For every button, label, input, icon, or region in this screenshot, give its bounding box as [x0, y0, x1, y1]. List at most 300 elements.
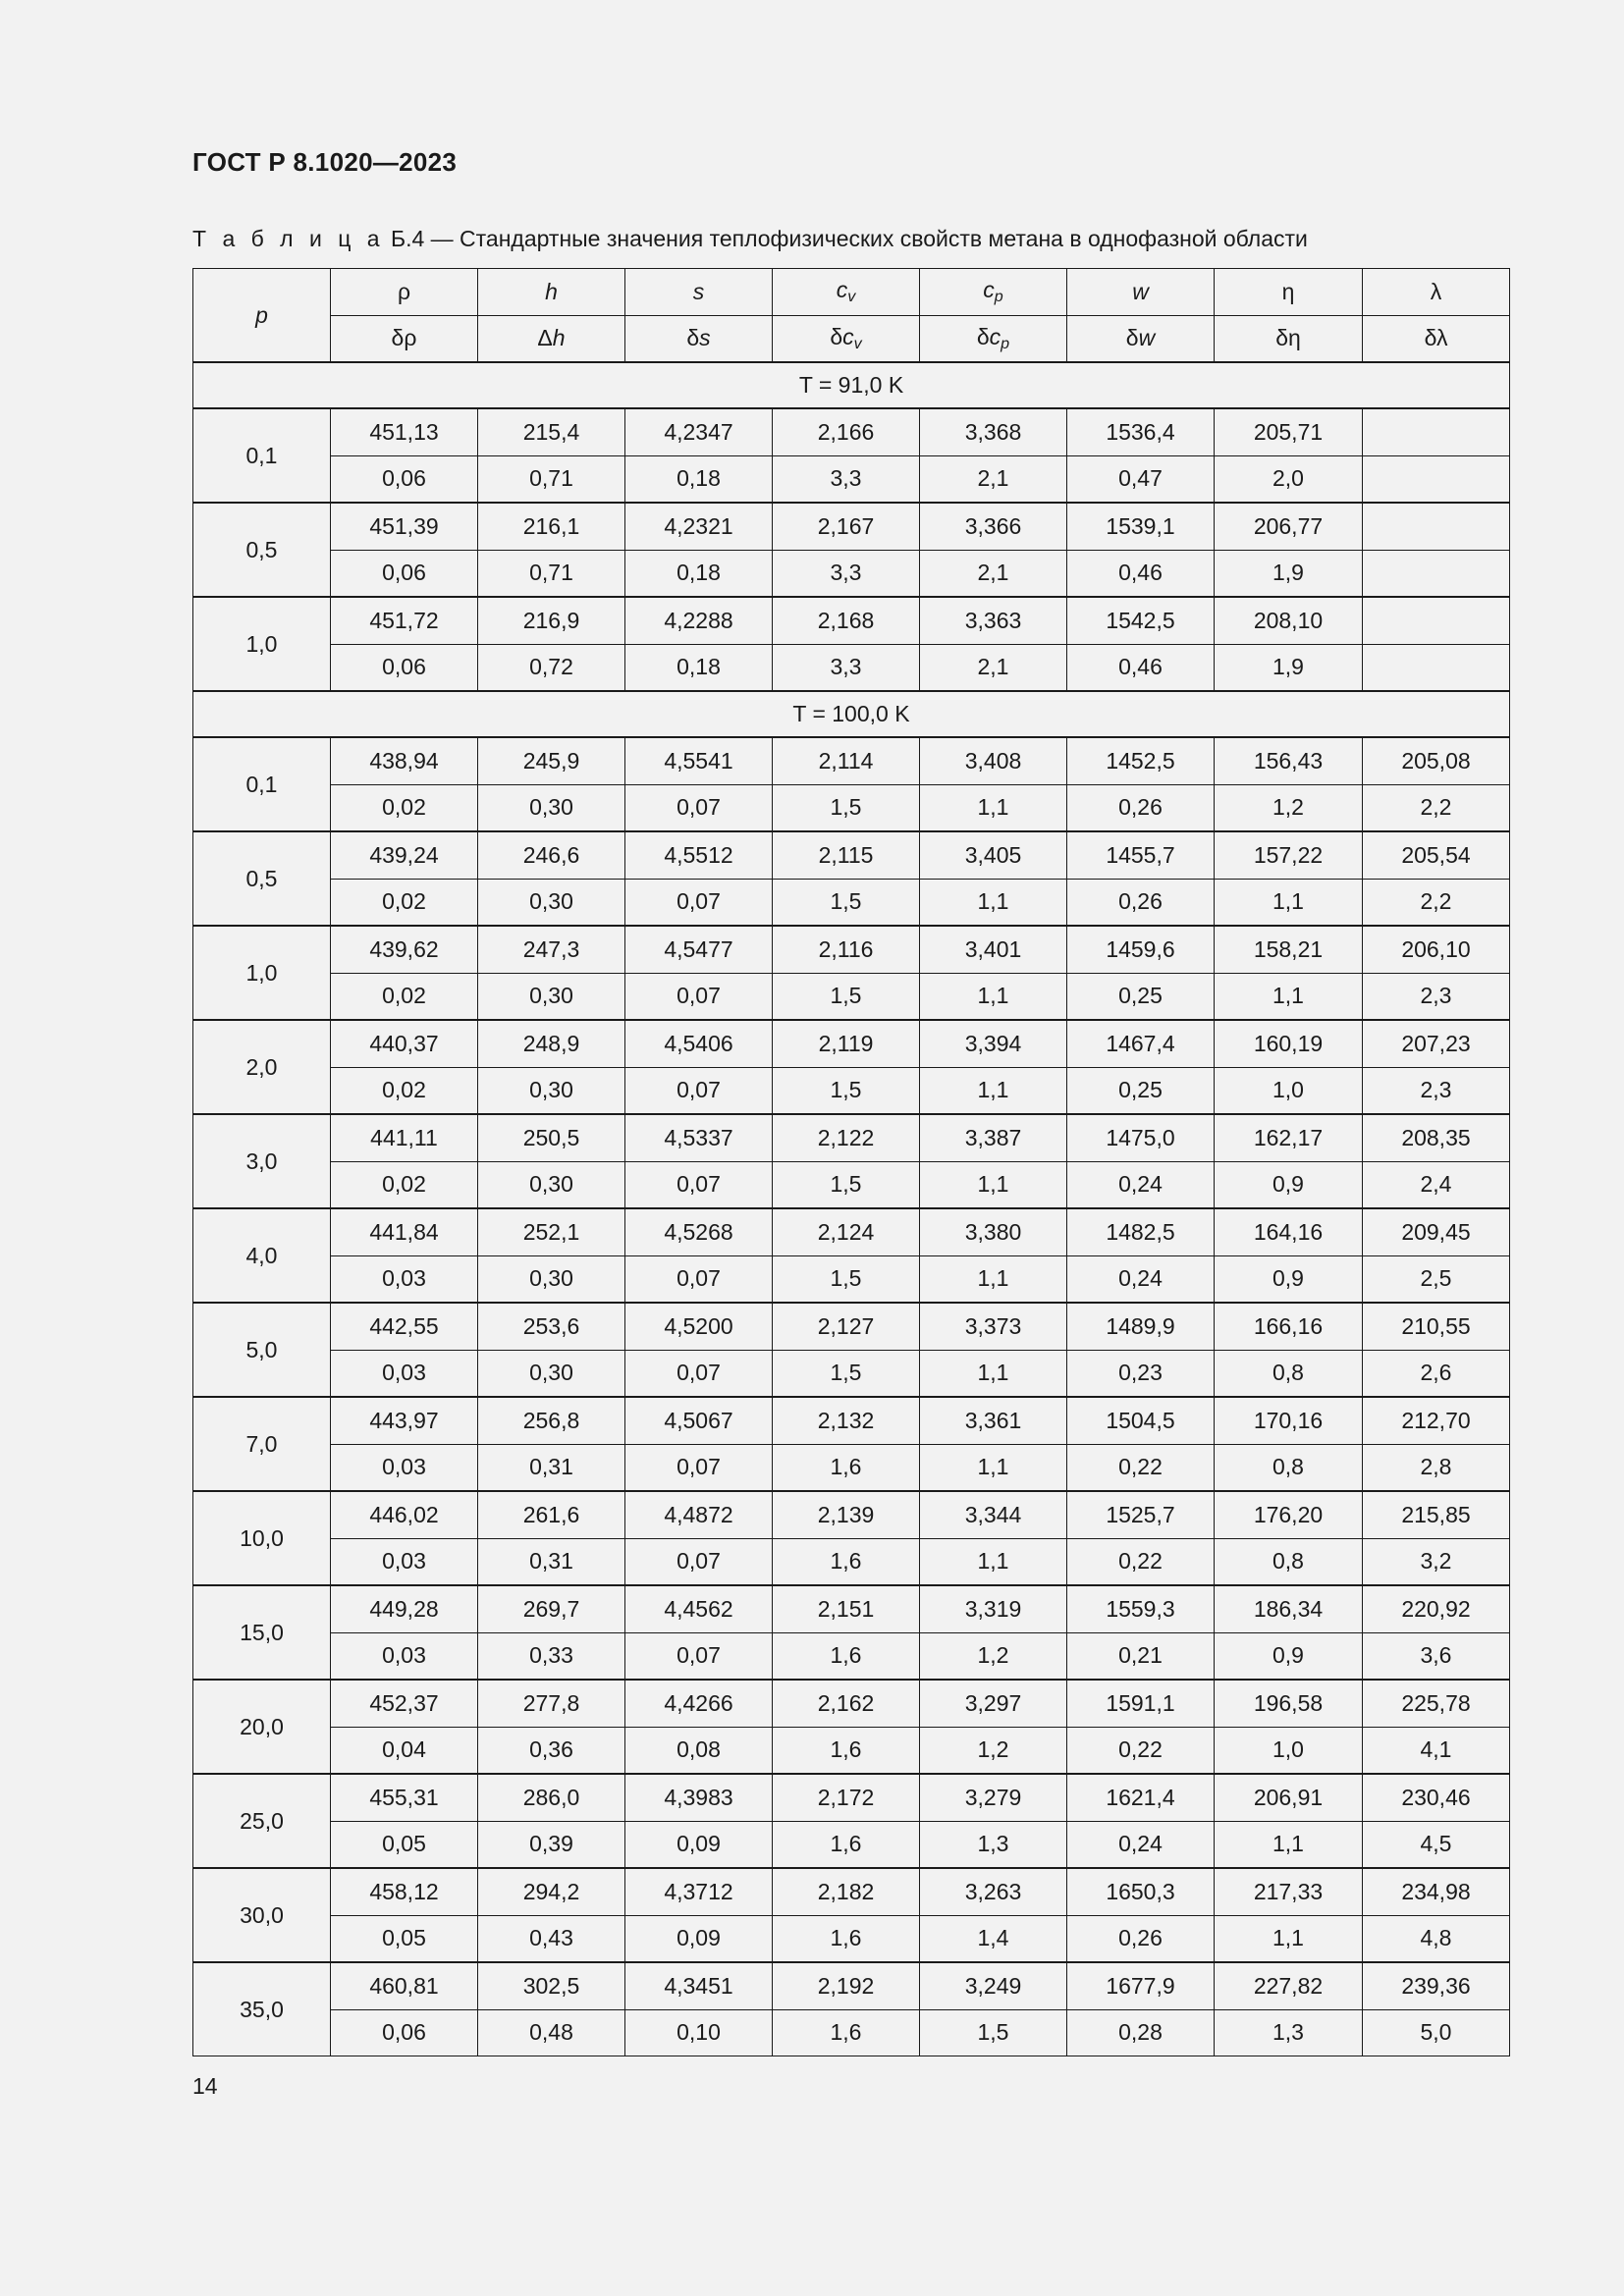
header-uncertainty-prefix: δ — [686, 325, 700, 351]
value-cell: 4,3712 — [625, 1868, 773, 1915]
value-cell: 1591,1 — [1067, 1680, 1215, 1727]
uncertainty-cell: 0,48 — [478, 2009, 625, 2056]
uncertainty-cell: 1,3 — [1215, 2009, 1363, 2056]
table-row-values — [193, 1114, 1510, 1161]
value-cell: 442,55 — [331, 1303, 478, 1350]
value-cell: 1525,7 — [1067, 1491, 1215, 1538]
value-cell: 2,167 — [773, 503, 920, 550]
uncertainty-cell: 0,06 — [331, 550, 478, 597]
uncertainty-cell: 0,36 — [478, 1727, 625, 1774]
uncertainty-cell: 1,3 — [920, 1821, 1067, 1868]
header-quantity — [920, 269, 1067, 316]
value-cell: 2,162 — [773, 1680, 920, 1727]
header-row-quantities — [193, 269, 1510, 316]
uncertainty-cell: 0,22 — [1067, 1727, 1215, 1774]
value-cell: 2,172 — [773, 1774, 920, 1821]
value-cell: 441,84 — [331, 1208, 478, 1255]
table-row-uncertainties — [193, 1161, 1510, 1208]
header-uncertainty-prefix: δ — [1424, 325, 1436, 351]
value-cell: 160,19 — [1215, 1020, 1363, 1067]
section-label: T = 91,0 K — [193, 362, 1510, 408]
header-quantity — [1215, 269, 1363, 316]
uncertainty-cell: 0,30 — [478, 1255, 625, 1303]
value-cell: 3,344 — [920, 1491, 1067, 1538]
uncertainty-cell: 0,03 — [331, 1444, 478, 1491]
header-uncertainty — [1067, 315, 1215, 362]
value-cell: 158,21 — [1215, 926, 1363, 973]
value-cell: 207,23 — [1363, 1020, 1510, 1067]
value-cell: 286,0 — [478, 1774, 625, 1821]
uncertainty-cell: 0,9 — [1215, 1161, 1363, 1208]
header-quantity-symbol: λ — [1430, 278, 1442, 304]
uncertainty-cell: 0,30 — [478, 973, 625, 1020]
uncertainty-cell: 0,30 — [478, 1067, 625, 1114]
value-cell: 449,28 — [331, 1585, 478, 1632]
value-cell: 4,5541 — [625, 737, 773, 784]
uncertainty-cell: 1,1 — [920, 1255, 1067, 1303]
uncertainty-cell: 1,1 — [1215, 1915, 1363, 1962]
value-cell: 3,405 — [920, 831, 1067, 879]
value-cell: 239,36 — [1363, 1962, 1510, 2009]
value-cell: 2,192 — [773, 1962, 920, 2009]
uncertainty-cell: 3,3 — [773, 644, 920, 691]
uncertainty-cell: 1,1 — [920, 1161, 1067, 1208]
table-row-uncertainties — [193, 973, 1510, 1020]
uncertainty-cell: 0,47 — [1067, 455, 1215, 503]
uncertainty-cell: 1,6 — [773, 1444, 920, 1491]
value-cell: 3,380 — [920, 1208, 1067, 1255]
header-p-label: p — [255, 301, 268, 328]
value-cell: 2,168 — [773, 597, 920, 644]
table-row-values — [193, 408, 1510, 455]
value-cell: 460,81 — [331, 1962, 478, 2009]
properties-table — [192, 268, 1510, 2056]
uncertainty-cell: 1,2 — [920, 1632, 1067, 1680]
uncertainty-cell: 1,5 — [920, 2009, 1067, 2056]
value-cell: 225,78 — [1363, 1680, 1510, 1727]
header-uncertainty — [331, 315, 478, 362]
value-cell: 1467,4 — [1067, 1020, 1215, 1067]
value-cell: 1459,6 — [1067, 926, 1215, 973]
header-quantity-symbol: ρ — [397, 278, 411, 304]
uncertainty-cell: 0,18 — [625, 550, 773, 597]
header-uncertainty-prefix: δ — [1125, 325, 1139, 351]
value-cell: 170,16 — [1215, 1397, 1363, 1444]
value-cell: 3,363 — [920, 597, 1067, 644]
uncertainty-cell: 0,07 — [625, 1444, 773, 1491]
section-label: T = 100,0 K — [193, 691, 1510, 737]
uncertainty-cell: 2,3 — [1363, 1067, 1510, 1114]
uncertainty-cell: 1,0 — [1215, 1067, 1363, 1114]
table-row-values — [193, 1303, 1510, 1350]
pressure-cell: 2,0 — [193, 1020, 331, 1114]
table-row-uncertainties — [193, 1350, 1510, 1397]
header-quantity — [331, 269, 478, 316]
uncertainty-cell: 0,07 — [625, 973, 773, 1020]
uncertainty-cell: 0,07 — [625, 1255, 773, 1303]
header-uncertainty-prefix: δ — [391, 325, 405, 351]
pressure-cell: 25,0 — [193, 1774, 331, 1868]
uncertainty-cell: 0,07 — [625, 879, 773, 926]
value-cell: 1621,4 — [1067, 1774, 1215, 1821]
uncertainty-cell: 1,5 — [773, 1255, 920, 1303]
table-row-uncertainties — [193, 784, 1510, 831]
value-cell: 157,22 — [1215, 831, 1363, 879]
value-cell: 1650,3 — [1067, 1868, 1215, 1915]
uncertainty-cell: 2,1 — [920, 455, 1067, 503]
uncertainty-cell: 0,31 — [478, 1444, 625, 1491]
uncertainty-cell: 2,6 — [1363, 1350, 1510, 1397]
header-quantity — [1363, 269, 1510, 316]
value-cell: 3,366 — [920, 503, 1067, 550]
uncertainty-cell: 0,07 — [625, 1067, 773, 1114]
uncertainty-cell: 1,1 — [1215, 879, 1363, 926]
header-uncertainty — [625, 315, 773, 362]
value-cell: 3,368 — [920, 408, 1067, 455]
table-row-uncertainties — [193, 1255, 1510, 1303]
uncertainty-cell — [1363, 455, 1510, 503]
uncertainty-cell: 2,2 — [1363, 784, 1510, 831]
uncertainty-cell: 2,2 — [1363, 879, 1510, 926]
value-cell: 4,3451 — [625, 1962, 773, 2009]
value-cell: 3,279 — [920, 1774, 1067, 1821]
header-quantity-subscript: p — [994, 288, 1003, 306]
uncertainty-cell: 0,05 — [331, 1915, 478, 1962]
value-cell: 2,116 — [773, 926, 920, 973]
value-cell: 252,1 — [478, 1208, 625, 1255]
table-row-values — [193, 1680, 1510, 1727]
uncertainty-cell: 0,22 — [1067, 1538, 1215, 1585]
uncertainty-cell: 0,23 — [1067, 1350, 1215, 1397]
uncertainty-cell: 0,06 — [331, 455, 478, 503]
uncertainty-cell: 0,9 — [1215, 1632, 1363, 1680]
value-cell: 216,1 — [478, 503, 625, 550]
uncertainty-cell: 2,3 — [1363, 973, 1510, 1020]
pressure-cell: 0,1 — [193, 408, 331, 503]
value-cell: 3,408 — [920, 737, 1067, 784]
uncertainty-cell: 0,07 — [625, 1161, 773, 1208]
uncertainty-cell: 0,8 — [1215, 1444, 1363, 1491]
value-cell: 4,5512 — [625, 831, 773, 879]
value-cell: 4,4266 — [625, 1680, 773, 1727]
header-uncertainty-symbol: w — [1138, 325, 1156, 351]
header-quantity-symbol: s — [692, 278, 705, 304]
table-row-values — [193, 1868, 1510, 1915]
uncertainty-cell: 1,1 — [1215, 1821, 1363, 1868]
uncertainty-cell: 3,6 — [1363, 1632, 1510, 1680]
uncertainty-cell: 0,30 — [478, 1161, 625, 1208]
uncertainty-cell: 0,39 — [478, 1821, 625, 1868]
table-row-values — [193, 737, 1510, 784]
table-row-uncertainties — [193, 1727, 1510, 1774]
uncertainty-cell: 1,1 — [920, 1067, 1067, 1114]
pressure-cell: 5,0 — [193, 1303, 331, 1397]
uncertainty-cell: 0,07 — [625, 1632, 773, 1680]
header-uncertainty-symbol: s — [699, 325, 711, 351]
value-cell: 162,17 — [1215, 1114, 1363, 1161]
value-cell: 451,13 — [331, 408, 478, 455]
uncertainty-cell: 0,71 — [478, 455, 625, 503]
value-cell: 452,37 — [331, 1680, 478, 1727]
uncertainty-cell: 1,5 — [773, 1161, 920, 1208]
pressure-cell: 4,0 — [193, 1208, 331, 1303]
table-row-values — [193, 1020, 1510, 1067]
header-uncertainty-prefix: Δ — [537, 325, 553, 351]
uncertainty-cell: 0,30 — [478, 784, 625, 831]
value-cell: 4,5477 — [625, 926, 773, 973]
uncertainty-cell: 0,31 — [478, 1538, 625, 1585]
header-uncertainty-prefix: δ — [976, 323, 990, 349]
value-cell: 438,94 — [331, 737, 478, 784]
value-cell: 248,9 — [478, 1020, 625, 1067]
header-quantity-symbol: w — [1132, 278, 1149, 304]
header-uncertainty — [773, 315, 920, 362]
value-cell: 1542,5 — [1067, 597, 1215, 644]
value-cell: 446,02 — [331, 1491, 478, 1538]
value-cell: 2,166 — [773, 408, 920, 455]
pressure-cell: 1,0 — [193, 597, 331, 691]
value-cell: 4,2321 — [625, 503, 773, 550]
value-cell: 3,373 — [920, 1303, 1067, 1350]
table-row-uncertainties — [193, 455, 1510, 503]
table-row-values — [193, 503, 1510, 550]
table-row-uncertainties — [193, 1067, 1510, 1114]
uncertainty-cell: 0,72 — [478, 644, 625, 691]
header-uncertainty-symbol: h — [552, 325, 566, 351]
uncertainty-cell: 0,08 — [625, 1727, 773, 1774]
table-row-uncertainties — [193, 550, 1510, 597]
uncertainty-cell: 0,30 — [478, 1350, 625, 1397]
uncertainty-cell: 0,03 — [331, 1255, 478, 1303]
uncertainty-cell — [1363, 550, 1510, 597]
uncertainty-cell: 0,04 — [331, 1727, 478, 1774]
value-cell: 205,08 — [1363, 737, 1510, 784]
uncertainty-cell: 1,1 — [920, 1350, 1067, 1397]
uncertainty-cell: 0,10 — [625, 2009, 773, 2056]
value-cell: 227,82 — [1215, 1962, 1363, 2009]
table-row-values — [193, 1491, 1510, 1538]
value-cell: 166,16 — [1215, 1303, 1363, 1350]
header-quantity — [1067, 269, 1215, 316]
uncertainty-cell: 1,5 — [773, 1067, 920, 1114]
value-cell: 261,6 — [478, 1491, 625, 1538]
table-row-uncertainties — [193, 1632, 1510, 1680]
header-row-uncertainties — [193, 315, 1510, 362]
table-row-values — [193, 1397, 1510, 1444]
pressure-cell: 20,0 — [193, 1680, 331, 1774]
uncertainty-cell — [1363, 644, 1510, 691]
value-cell: 4,4562 — [625, 1585, 773, 1632]
value-cell: 3,263 — [920, 1868, 1067, 1915]
value-cell: 2,151 — [773, 1585, 920, 1632]
header-quantity-subscript: v — [847, 288, 856, 306]
uncertainty-cell: 1,6 — [773, 2009, 920, 2056]
table-caption-prefix: Т а б л и ц а — [192, 226, 385, 251]
header-p — [193, 269, 331, 363]
uncertainty-cell: 0,25 — [1067, 1067, 1215, 1114]
uncertainty-cell: 1,6 — [773, 1632, 920, 1680]
uncertainty-cell: 4,5 — [1363, 1821, 1510, 1868]
value-cell: 440,37 — [331, 1020, 478, 1067]
value-cell: 217,33 — [1215, 1868, 1363, 1915]
uncertainty-cell: 1,1 — [1215, 973, 1363, 1020]
value-cell: 206,10 — [1363, 926, 1510, 973]
value-cell: 269,7 — [478, 1585, 625, 1632]
header-quantity-symbol: h — [545, 278, 558, 304]
uncertainty-cell: 2,8 — [1363, 1444, 1510, 1491]
uncertainty-cell: 0,9 — [1215, 1255, 1363, 1303]
value-cell: 455,31 — [331, 1774, 478, 1821]
section-row — [193, 691, 1510, 737]
table-row-uncertainties — [193, 1821, 1510, 1868]
uncertainty-cell: 1,5 — [773, 1350, 920, 1397]
value-cell: 250,5 — [478, 1114, 625, 1161]
uncertainty-cell: 1,1 — [920, 1538, 1067, 1585]
uncertainty-cell: 1,2 — [920, 1727, 1067, 1774]
value-cell: 209,45 — [1363, 1208, 1510, 1255]
table-row-values — [193, 831, 1510, 879]
table-row-values — [193, 1208, 1510, 1255]
uncertainty-cell: 0,03 — [331, 1632, 478, 1680]
header-uncertainty-subscript: p — [1001, 334, 1010, 352]
value-cell — [1363, 408, 1510, 455]
value-cell: 205,54 — [1363, 831, 1510, 879]
value-cell: 443,97 — [331, 1397, 478, 1444]
value-cell: 1536,4 — [1067, 408, 1215, 455]
value-cell: 294,2 — [478, 1868, 625, 1915]
value-cell: 2,132 — [773, 1397, 920, 1444]
uncertainty-cell: 0,24 — [1067, 1255, 1215, 1303]
uncertainty-cell: 3,3 — [773, 455, 920, 503]
value-cell: 441,11 — [331, 1114, 478, 1161]
value-cell: 451,72 — [331, 597, 478, 644]
value-cell: 1489,9 — [1067, 1303, 1215, 1350]
uncertainty-cell: 0,24 — [1067, 1161, 1215, 1208]
header-uncertainty-symbol: ρ — [404, 325, 417, 351]
value-cell: 2,119 — [773, 1020, 920, 1067]
uncertainty-cell: 0,26 — [1067, 784, 1215, 831]
table-row-uncertainties — [193, 1538, 1510, 1585]
header-quantity-symbol: η — [1281, 278, 1295, 304]
header-uncertainty-symbol: λ — [1435, 325, 1448, 351]
uncertainty-cell: 1,6 — [773, 1538, 920, 1585]
value-cell: 246,6 — [478, 831, 625, 879]
value-cell: 277,8 — [478, 1680, 625, 1727]
header-uncertainty-symbol: c — [989, 323, 1001, 349]
uncertainty-cell: 2,1 — [920, 550, 1067, 597]
uncertainty-cell: 0,43 — [478, 1915, 625, 1962]
uncertainty-cell: 0,30 — [478, 879, 625, 926]
table-row-uncertainties — [193, 1444, 1510, 1491]
uncertainty-cell: 1,2 — [1215, 784, 1363, 831]
value-cell: 3,297 — [920, 1680, 1067, 1727]
value-cell: 3,401 — [920, 926, 1067, 973]
table-row-uncertainties — [193, 879, 1510, 926]
uncertainty-cell: 0,71 — [478, 550, 625, 597]
uncertainty-cell: 0,8 — [1215, 1350, 1363, 1397]
uncertainty-cell: 0,02 — [331, 1067, 478, 1114]
value-cell: 4,2347 — [625, 408, 773, 455]
value-cell: 208,35 — [1363, 1114, 1510, 1161]
uncertainty-cell: 0,02 — [331, 784, 478, 831]
header-uncertainty — [920, 315, 1067, 362]
value-cell: 245,9 — [478, 737, 625, 784]
value-cell: 439,24 — [331, 831, 478, 879]
uncertainty-cell: 0,46 — [1067, 644, 1215, 691]
value-cell: 3,387 — [920, 1114, 1067, 1161]
uncertainty-cell: 0,26 — [1067, 879, 1215, 926]
uncertainty-cell: 3,2 — [1363, 1538, 1510, 1585]
page-number: 14 — [192, 2073, 218, 2099]
uncertainty-cell: 1,4 — [920, 1915, 1067, 1962]
value-cell: 206,91 — [1215, 1774, 1363, 1821]
table-caption — [192, 226, 1308, 252]
pressure-cell: 10,0 — [193, 1491, 331, 1585]
uncertainty-cell: 1,6 — [773, 1915, 920, 1962]
uncertainty-cell: 0,09 — [625, 1915, 773, 1962]
uncertainty-cell: 0,07 — [625, 1538, 773, 1585]
table-row-uncertainties — [193, 644, 1510, 691]
value-cell: 2,182 — [773, 1868, 920, 1915]
value-cell: 215,85 — [1363, 1491, 1510, 1538]
pressure-cell: 30,0 — [193, 1868, 331, 1962]
value-cell: 439,62 — [331, 926, 478, 973]
table-row-values — [193, 597, 1510, 644]
value-cell: 4,3983 — [625, 1774, 773, 1821]
value-cell: 1455,7 — [1067, 831, 1215, 879]
uncertainty-cell: 4,1 — [1363, 1727, 1510, 1774]
table-row-uncertainties — [193, 1915, 1510, 1962]
uncertainty-cell: 0,02 — [331, 973, 478, 1020]
uncertainty-cell: 2,1 — [920, 644, 1067, 691]
uncertainty-cell: 1,1 — [920, 973, 1067, 1020]
header-quantity-symbol: c — [983, 277, 995, 303]
pressure-cell: 15,0 — [193, 1585, 331, 1680]
value-cell: 1475,0 — [1067, 1114, 1215, 1161]
value-cell: 3,361 — [920, 1397, 1067, 1444]
uncertainty-cell: 1,1 — [920, 784, 1067, 831]
value-cell: 4,2288 — [625, 597, 773, 644]
uncertainty-cell: 2,4 — [1363, 1161, 1510, 1208]
pressure-cell: 7,0 — [193, 1397, 331, 1491]
value-cell: 1504,5 — [1067, 1397, 1215, 1444]
uncertainty-cell: 4,8 — [1363, 1915, 1510, 1962]
uncertainty-cell: 1,5 — [773, 784, 920, 831]
value-cell: 208,10 — [1215, 597, 1363, 644]
uncertainty-cell: 1,1 — [920, 879, 1067, 926]
value-cell: 156,43 — [1215, 737, 1363, 784]
uncertainty-cell: 1,5 — [773, 973, 920, 1020]
uncertainty-cell: 0,02 — [331, 879, 478, 926]
uncertainty-cell: 0,02 — [331, 1161, 478, 1208]
pressure-cell: 0,1 — [193, 737, 331, 831]
value-cell: 458,12 — [331, 1868, 478, 1915]
header-quantity — [478, 269, 625, 316]
table-row-values — [193, 926, 1510, 973]
uncertainty-cell: 5,0 — [1363, 2009, 1510, 2056]
pressure-cell: 35,0 — [193, 1962, 331, 2056]
uncertainty-cell: 0,06 — [331, 2009, 478, 2056]
table-caption-title: Б.4 — Стандартные значения теплофизических свойств метана в однофазной области — [384, 226, 1308, 251]
uncertainty-cell: 0,05 — [331, 1821, 478, 1868]
value-cell: 4,5067 — [625, 1397, 773, 1444]
uncertainty-cell: 0,07 — [625, 784, 773, 831]
header-uncertainty-symbol: c — [842, 323, 854, 349]
value-cell: 2,114 — [773, 737, 920, 784]
value-cell: 451,39 — [331, 503, 478, 550]
uncertainty-cell: 0,09 — [625, 1821, 773, 1868]
value-cell: 234,98 — [1363, 1868, 1510, 1915]
